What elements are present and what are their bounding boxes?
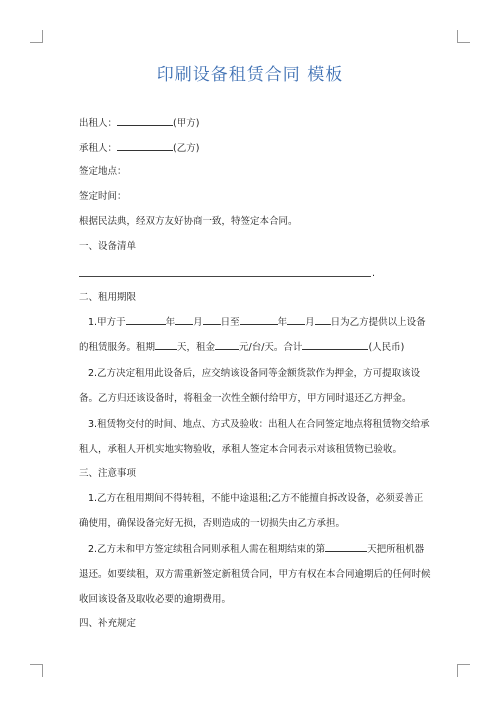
end-year-blank[interactable] — [240, 315, 278, 325]
lessee-suffix: (乙方) — [173, 143, 200, 154]
section-2-paragraph-1: 1.甲方于 年 月 日至 年 月 日为乙方提供以上设备的租赁服务。租期 天，租金 元/台/天。合计 (人民币) — [79, 317, 426, 353]
section-2-paragraph-3: 3.租赁物交付的时间、地点、方式及验收：出租人在合同签定地点将租赁物交给承租人，承租人开机实地实物验收，承租人签定本合同表示对该租赁物已验收。 — [79, 419, 430, 455]
lessee-label: 承租人： — [79, 143, 118, 154]
end-day-blank[interactable] — [315, 315, 331, 325]
lessor-label: 出租人： — [79, 118, 118, 129]
return-days-blank[interactable] — [325, 542, 367, 552]
section-3-paragraph-2: 2.乙方未和甲方签定续租合同则承租人需在租期结束的第 天把所租机器退还。如要续租，双方需重新签定新租赁合同，甲方有权在本合同逾期后的任何时候收回该设备及取收必要的逾期费用。 — [79, 544, 431, 605]
start-year-blank[interactable] — [126, 315, 166, 325]
section-3-heading: 三、注意事项 — [79, 468, 137, 479]
section-2-heading: 二、租用期限 — [79, 292, 137, 303]
equipment-list-dot: . — [372, 268, 376, 279]
crop-mark-top-left — [30, 30, 43, 43]
section-3-paragraph-1: 1.乙方在租用期间不得转租，不能中途退租;乙方不能擅自拆改设备，必须妥善正确使用，确保设备完好无损，否则造成的一切损失由乙方承担。 — [79, 493, 424, 529]
document-title: 印刷设备租赁合同 模板 — [156, 65, 344, 85]
section-2-paragraph-2: 2.乙方决定租用此设备后，应交纳该设备同等金额货款作为押金，方可提取该设备。乙方归还该设备时，将租金一次性全额付给甲方，甲方同时退还乙方押金。 — [79, 368, 421, 404]
start-day-blank[interactable] — [203, 315, 221, 325]
end-month-blank[interactable] — [287, 315, 305, 325]
lessor-line — [79, 116, 199, 130]
preamble: 根据民法典，经双方友好协商一致，特签定本合同。 — [79, 216, 298, 227]
equipment-list-blank[interactable] — [79, 276, 371, 277]
crop-mark-top-right — [457, 30, 470, 43]
section-4-heading: 四、补充规定 — [79, 618, 137, 629]
lessee-line — [79, 141, 199, 155]
lessor-blank[interactable] — [117, 116, 173, 126]
rent-rate-blank[interactable] — [215, 340, 239, 350]
total-amount-blank[interactable] — [302, 340, 368, 350]
signing-time: 签定时间： — [79, 191, 127, 202]
signing-place: 签定地点： — [79, 166, 127, 177]
crop-mark-bottom-right — [457, 664, 470, 677]
start-month-blank[interactable] — [175, 315, 193, 325]
lessee-blank[interactable] — [117, 141, 173, 151]
crop-mark-bottom-left — [30, 664, 43, 677]
section-1-heading: 一、设备清单 — [79, 241, 137, 252]
term-days-blank[interactable] — [155, 340, 177, 350]
lessor-suffix: (甲方) — [173, 118, 200, 129]
